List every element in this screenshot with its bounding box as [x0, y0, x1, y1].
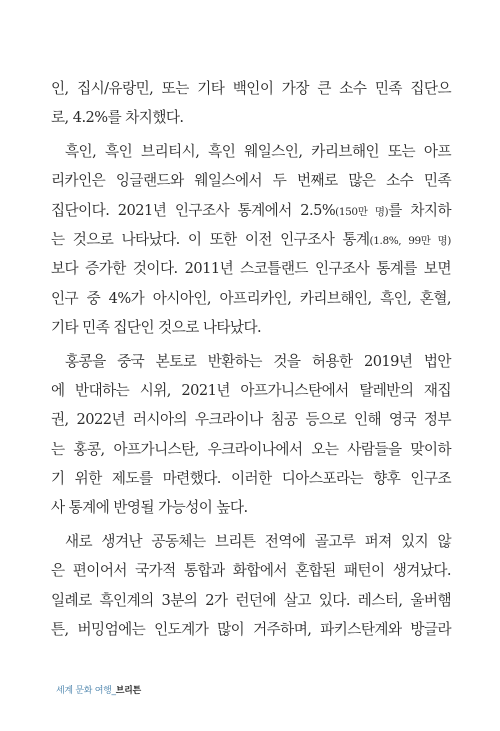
- text-line: 인, 집시/유랑민, 또는 기타 백인이 가장 큰 소수 민족 집단으: [51, 80, 451, 97]
- text-line: 은 편이어서 국가적 통합과 화합에서 혼합된 패턴이 생겨났다.: [51, 562, 451, 580]
- book-title: 브리튼: [115, 686, 141, 696]
- series-title: 세계 문화 여행: [56, 686, 112, 696]
- page-footer: [56, 683, 141, 696]
- text-line: 는 홍콩, 아프가니스탄, 우크라이나에서 오는 사람들을 맞이하: [51, 440, 451, 458]
- text-line: 새로 생겨난 공동체는 브리튼 전역에 골고루 퍼져 있지 않: [65, 532, 451, 550]
- text-segment: 는 것으로 나타났다. 이 또한 이전 인구조사 통계: [51, 230, 370, 248]
- document-body: [51, 74, 451, 644]
- text-line: 인구 중 4%가 아시아인, 아프리카인, 카리브해인, 흑인, 혼혈,: [51, 289, 451, 307]
- population-note: (1.8%, 99만 명): [369, 234, 451, 247]
- text-line: 기 위한 제도를 마련했다. 이러한 디아스포라는 향후 인구조: [51, 470, 451, 488]
- population-note: (150만 명): [335, 205, 389, 218]
- paragraph-1: [51, 74, 451, 133]
- text-line: 에 반대하는 시위, 2021년 아프가니스탄에서 탈레반의 재집: [51, 381, 451, 399]
- text-line: 홍콩을 중국 본토로 반환하는 것을 허용한 2019년 법안: [65, 352, 451, 370]
- text-line: 권, 2022년 러시아의 우크라이나 침공 등으로 인해 영국 정부: [51, 411, 451, 429]
- text-line-mixed: [51, 225, 451, 254]
- text-segment: 를 차지하: [388, 201, 451, 219]
- text-line: 흑인, 흑인 브리티시, 흑인 웨일스인, 카리브해인 또는 아프: [65, 142, 451, 160]
- text-line: 튼, 버밍엄에는 인도계가 많이 거주하며, 파키스탄계와 방글라: [51, 621, 451, 639]
- text-line: 로, 4.2%를 차지했다.: [51, 109, 184, 127]
- text-line: 사 통계에 반영될 가능성이 높다.: [51, 499, 248, 517]
- paragraph-3: [51, 347, 451, 523]
- text-line: 일례로 흑인계의 3분의 2가 런던에 살고 있다. 레스터, 울버햄: [51, 591, 451, 609]
- text-line: 보다 증가한 것이다. 2011년 스코틀랜드 인구조사 통계를 보면: [51, 260, 451, 278]
- paragraph-4: [51, 527, 451, 645]
- text-line: 리카인은 잉글랜드와 웨일스에서 두 번째로 많은 소수 민족: [51, 172, 451, 190]
- text-segment: 집단이다. 2021년 인구조사 통계에서 2.5%: [51, 201, 336, 219]
- footer-separator: _: [111, 686, 116, 696]
- text-line-mixed: [51, 196, 451, 225]
- text-line: 기타 민족 집단인 것으로 나타났다.: [51, 319, 262, 337]
- paragraph-2: [51, 137, 451, 343]
